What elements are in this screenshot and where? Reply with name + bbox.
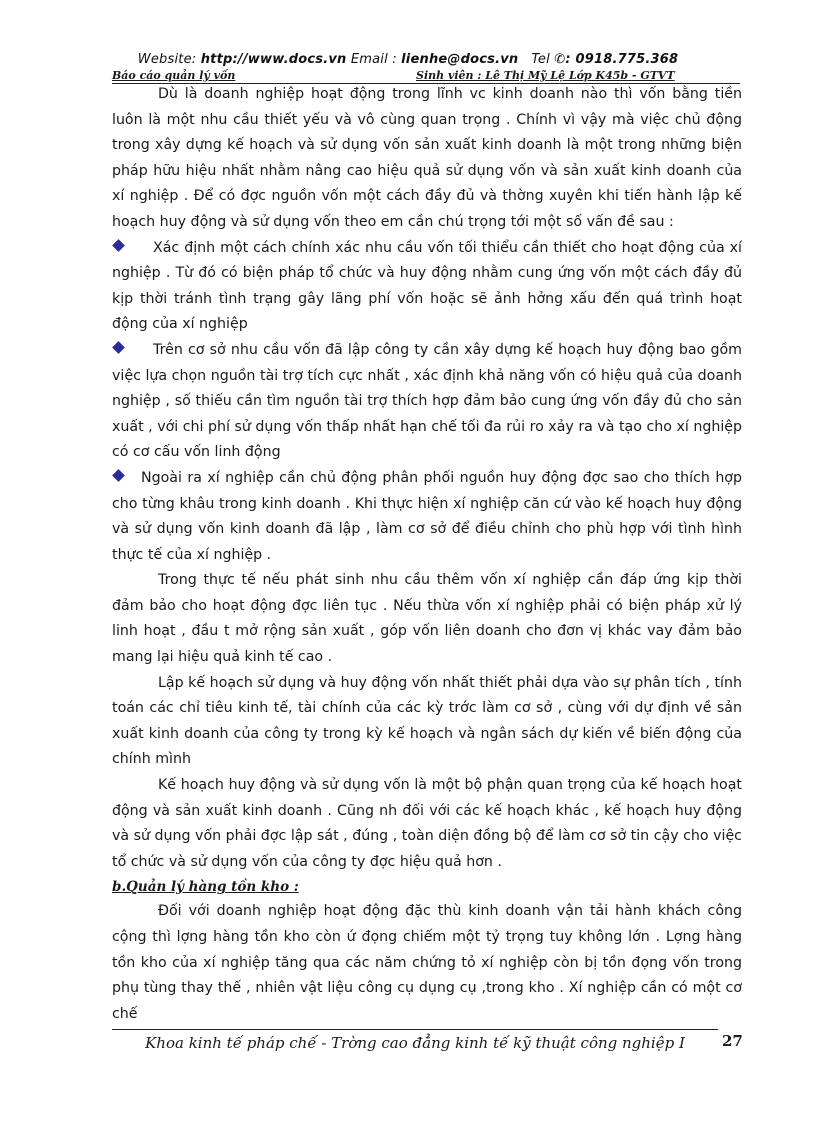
tel-label: Tel	[531, 52, 550, 67]
page-number: 27	[722, 1032, 743, 1050]
section-heading: b.Quản lý hàng tồn kho :	[112, 879, 299, 896]
paragraph-4: Kế hoạch huy động và sử dụng vốn là một bộ phận quan trọng của kế hoạch hoạt động và sản xuất kinh doanh . Cũng nh đối với các kế hoạch khác , kế hoạch huy động và sử dụng vốn phải đợc lập sát , đúng , toàn diện đồng bộ để làm cơ sở tin cậy cho việc tổ chức và sử dụng vốn của công ty đợc hiệu quả hơn .	[112, 777, 742, 870]
paragraph-3: Lập kế hoạch sử dụng và huy động vốn nhất thiết phải dựa vào sự phân tích , tính toán các chỉ tiêu kinh tế, tài chính của các kỳ trớc làm cơ sở , cùng với dự định về sản xuất kinh doanh của công ty trong kỳ kế hoạch và ngân sách dự kiến về biến động của chính mình	[112, 674, 742, 768]
bullet-item-3	[112, 466, 742, 568]
bullet-item-2	[112, 338, 742, 466]
page-body	[112, 82, 742, 1027]
footer-text: Khoa kinh tế pháp chế - Trờng cao đẳng kinh tế kỹ thuật công nghiệp I	[145, 1034, 685, 1052]
student-info: Sinh viên : Lê Thị Mỹ Lệ Lớp K45b - GTVT	[416, 69, 675, 82]
website-header	[0, 52, 816, 67]
diamond-bullet-icon	[112, 341, 125, 354]
bullet-text-2: Trên cơ sở nhu cầu vốn đã lập công ty cần xây dựng kế hoạch huy động bao gồm việc lựa chọn nguồn tài trợ tích cực nhất , xác định khả năng vốn có hiệu quả của doanh nghiệp , số thiếu cần tìm nguồn tài trợ thích hợp đảm bảo cung ứng vốn đầy đủ cho sản xuất , với chi phí sử dụng vốn thấp nhất hạn chế tối đa rủi ro xảy ra và tạo cho xí nghiệp có cơ cấu vốn linh động	[112, 341, 742, 461]
bullet-text-3: Ngoài ra xí nghiệp cần chủ động phân phối nguồn huy động đợc sao cho thích hợp cho từng khâu trong kinh doanh . Khi thực hiện xí nghiệp căn cứ vào kế hoạch huy động và sử dụng vốn kinh doanh đã lập , làm cơ sở để điều chỉnh cho phù hợp với tình hình thực tế của xí nghiệp .	[112, 469, 742, 563]
diamond-bullet-icon	[112, 239, 125, 252]
diamond-bullet-icon	[112, 469, 125, 482]
paragraph-2: Trong thực tế nếu phát sinh nhu cầu thêm vốn xí nghiệp cần đáp ứng kịp thời đảm bảo cho hoạt động đợc liên tục . Nếu thừa vốn xí nghiệp phải có biện pháp xử lý linh hoạt , đầu t mở rộng sản xuất , góp vốn liên doanh cho đơn vị khác vay đảm bảo mang lại hiệu quả kinh tế cao .	[112, 572, 742, 666]
phone-icon: ✆	[554, 52, 566, 67]
email-label: Email :	[350, 52, 397, 67]
website-url[interactable]: http://www.docs.vn	[200, 52, 347, 67]
bullet-text-1: Xác định một cách chính xác nhu cầu vốn tối thiểu cần thiết cho hoạt động của xí nghiệp . Từ đó có biện pháp tổ chức và huy động nhằm cung ứng vốn một cách đầy đủ kịp thời tránh tình trạng gây lãng phí vốn hoặc sẽ ảnh hởng xấu đến quá trình hoạt động của xí nghiệp	[112, 239, 742, 333]
tel-number: : 0918.775.368	[565, 52, 679, 67]
paragraph-5: Đối với doanh nghiệp hoạt động đặc thù kinh doanh vận tải hành khách công cộng thì lợng hàng tồn kho còn ứ đọng chiếm một tỷ trọng tuy không lớn . Lợng hàng tồn kho của xí nghiệp tăng qua các năm chứng tỏ xí nghiệp còn bị tồn đọng vốn trong phụ tùng thay thế , nhiên vật liệu công cụ dụng cụ ,trong kho . Xí nghiệp cần có một cơ chế	[112, 903, 742, 1022]
paragraph-1: Dù là doanh nghiệp hoạt động trong lĩnh vc kinh doanh nào thì vốn bằng tiền luôn là một nhu cầu thiết yếu và vô cùng quan trọng . Chính vì vậy mà việc chủ động trong xây dựng kế hoạch và sử dụng vốn sản xuất kinh doanh là một trong những biện pháp hữu hiệu nhất nhằm nâng cao hiệu quả sử dụng vốn và sản xuất kinh doanh của xí nghiệp . Để có đợc nguồn vốn một cách đầy đủ và thờng xuyên khi tiến hành lập kế hoạch huy động và sử dụng vốn theo em cần chú trọng tới một số vấn đề sau :	[112, 86, 742, 230]
document-title: Báo cáo quản lý vốn	[112, 69, 236, 82]
email-address[interactable]: lienhe@docs.vn	[401, 52, 519, 67]
bullet-item-1	[112, 236, 742, 338]
website-label: Website:	[137, 52, 197, 67]
footer-divider	[112, 1029, 718, 1030]
